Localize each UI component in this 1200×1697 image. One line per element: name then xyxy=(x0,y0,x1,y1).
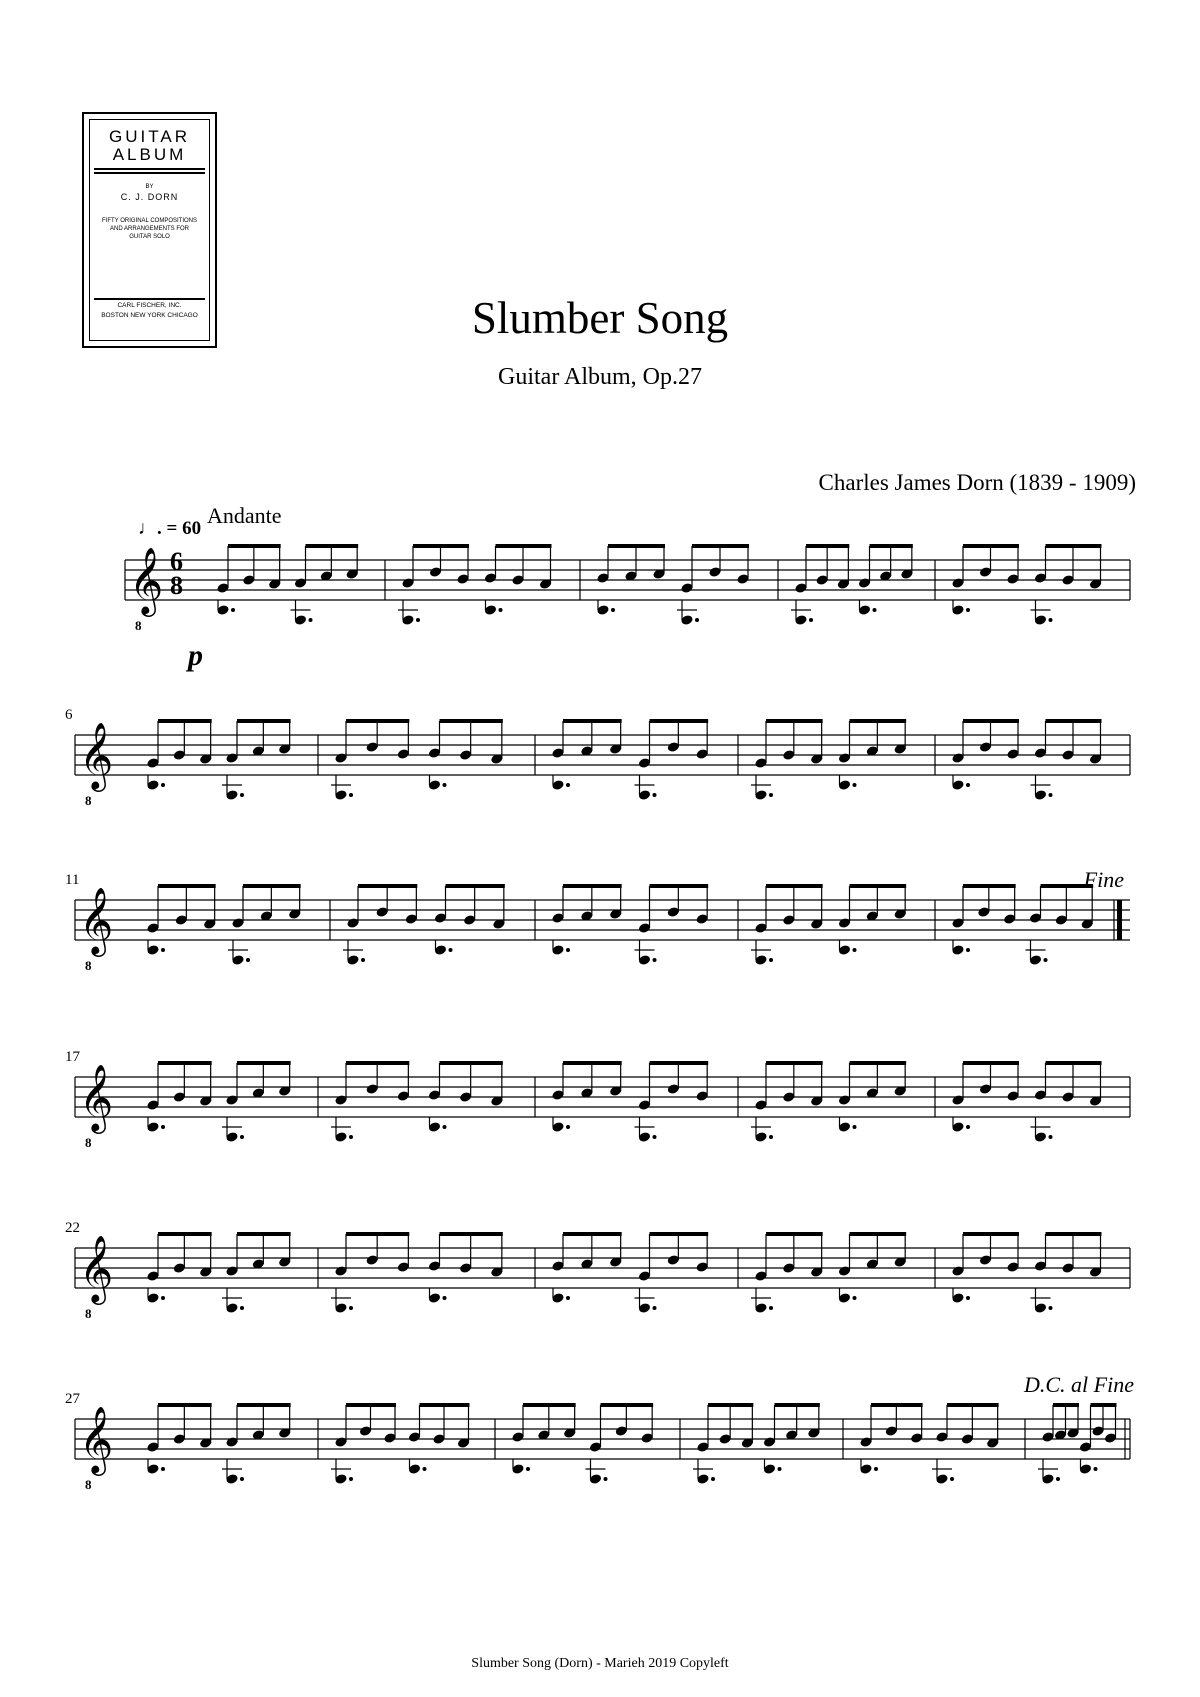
beam xyxy=(850,1061,907,1065)
beam xyxy=(963,544,1019,548)
clef-octave-mark: 8 xyxy=(85,1477,92,1492)
beam xyxy=(650,1232,709,1236)
treble-clef-icon: 𝄞 xyxy=(79,886,114,954)
dot xyxy=(499,608,503,612)
beam xyxy=(440,719,503,723)
dot xyxy=(161,1467,165,1471)
cover-cities: BOSTON NEW YORK CHICAGO xyxy=(101,312,198,319)
beam xyxy=(306,544,359,548)
dot xyxy=(950,1477,954,1481)
beam xyxy=(766,1232,823,1236)
dot xyxy=(966,1296,970,1300)
measure-number: 17 xyxy=(65,1049,80,1065)
clef-octave-mark: 8 xyxy=(85,793,92,808)
dot xyxy=(778,1467,782,1471)
tempo-text: Andante xyxy=(207,503,282,528)
cover-title-album: ALBUM xyxy=(112,145,187,164)
beam xyxy=(158,719,212,723)
beam xyxy=(1053,1403,1079,1407)
beam xyxy=(346,719,409,723)
beam xyxy=(766,719,823,723)
dot xyxy=(566,1125,570,1129)
dot xyxy=(566,783,570,787)
dot xyxy=(769,1135,773,1139)
beam xyxy=(775,1403,820,1407)
dot xyxy=(1049,1306,1053,1310)
staff-system xyxy=(65,1220,1130,1321)
beam xyxy=(708,1403,753,1407)
beam xyxy=(228,544,281,548)
staff-system xyxy=(65,1049,1130,1150)
dot xyxy=(809,618,813,622)
dot xyxy=(423,1467,427,1471)
dot xyxy=(361,958,365,962)
dot xyxy=(966,783,970,787)
dot xyxy=(611,608,615,612)
beam xyxy=(963,884,1016,888)
beam xyxy=(850,719,907,723)
dot xyxy=(566,1296,570,1300)
dot xyxy=(653,958,657,962)
beam xyxy=(563,719,622,723)
treble-clef-icon: 𝄞 xyxy=(129,546,164,614)
staff-system xyxy=(65,1391,1130,1492)
beam xyxy=(1091,1403,1117,1407)
beam xyxy=(1046,544,1102,548)
dot xyxy=(240,793,244,797)
beam xyxy=(158,1061,212,1065)
cover-author: C. J. DORN xyxy=(120,192,179,202)
clef-octave-mark: 8 xyxy=(85,958,92,973)
beam xyxy=(420,1403,470,1407)
dot xyxy=(966,608,970,612)
dot xyxy=(231,608,235,612)
dot xyxy=(874,1467,878,1471)
beam xyxy=(358,884,417,888)
beam xyxy=(608,544,665,548)
beam xyxy=(947,1403,999,1407)
beam xyxy=(963,1061,1019,1065)
dot xyxy=(853,1125,857,1129)
dot xyxy=(161,1125,165,1129)
dot xyxy=(1049,618,1053,622)
beam xyxy=(158,1403,212,1407)
dot xyxy=(349,793,353,797)
final-bar-line xyxy=(1117,900,1122,940)
dot xyxy=(161,1296,165,1300)
dot xyxy=(526,1467,530,1471)
dot xyxy=(1056,1477,1060,1481)
dot xyxy=(1044,958,1048,962)
beam xyxy=(158,884,216,888)
dot xyxy=(769,793,773,797)
cover-desc: AND ARRANGEMENTS FOR xyxy=(109,226,189,232)
dot xyxy=(604,1477,608,1481)
beam xyxy=(237,1061,291,1065)
dot xyxy=(1094,1467,1098,1471)
beam xyxy=(563,1232,622,1236)
dot xyxy=(653,1306,657,1310)
beam xyxy=(1046,1061,1102,1065)
treble-clef-icon: 𝄞 xyxy=(79,1405,114,1473)
beam xyxy=(346,1403,396,1407)
beam xyxy=(650,1061,709,1065)
cover-by: BY xyxy=(145,184,154,190)
time-signature-top: 6 xyxy=(170,547,183,576)
measure-number: 6 xyxy=(65,707,73,723)
dot xyxy=(349,1135,353,1139)
beam xyxy=(650,719,709,723)
dot xyxy=(873,608,877,612)
beam xyxy=(692,544,749,548)
beam xyxy=(440,1061,503,1065)
dot xyxy=(349,1306,353,1310)
fine-mark: Fine xyxy=(1083,867,1124,892)
footer: Slumber Song (Dorn) - Marieh 2019 Copyleft xyxy=(471,1656,729,1671)
beam xyxy=(650,884,709,888)
dot xyxy=(769,1306,773,1310)
beam xyxy=(346,1061,409,1065)
dot xyxy=(1049,793,1053,797)
dot xyxy=(711,1477,715,1481)
measure-number: 11 xyxy=(65,872,80,888)
beam xyxy=(237,1232,291,1236)
measure-number: 27 xyxy=(65,1391,80,1407)
dot xyxy=(966,948,970,952)
beam xyxy=(1046,1232,1102,1236)
beam xyxy=(850,1232,907,1236)
dot xyxy=(309,618,313,622)
beam xyxy=(850,884,907,888)
beam xyxy=(237,1403,291,1407)
dot xyxy=(240,1306,244,1310)
dot xyxy=(161,783,165,787)
beam xyxy=(237,719,291,723)
treble-clef-icon: 𝄞 xyxy=(79,1063,114,1131)
dot xyxy=(853,948,857,952)
treble-clef-icon: 𝄞 xyxy=(79,721,114,789)
beam xyxy=(563,1061,622,1065)
beam xyxy=(963,1232,1019,1236)
cover-publisher: CARL FISCHER, INC. xyxy=(117,302,182,309)
page-subtitle: Guitar Album, Op.27 xyxy=(498,364,702,390)
cover-title-guitar: GUITAR xyxy=(109,127,190,146)
dot xyxy=(449,948,453,952)
dot xyxy=(853,783,857,787)
clef-octave-mark: 8 xyxy=(85,1135,92,1150)
dc-al-fine-mark: D.C. al Fine xyxy=(1024,1372,1134,1397)
beam xyxy=(446,884,505,888)
clef-octave-mark: 8 xyxy=(135,618,142,633)
beam xyxy=(766,884,823,888)
dot xyxy=(161,948,165,952)
cover-desc: FIFTY ORIGINAL COMPOSITIONS xyxy=(101,218,197,224)
beam xyxy=(243,884,301,888)
dot xyxy=(443,783,447,787)
dot xyxy=(246,958,250,962)
dot xyxy=(769,958,773,962)
dot xyxy=(966,1125,970,1129)
dynamic-mark: p xyxy=(188,639,203,672)
dot xyxy=(443,1125,447,1129)
dot xyxy=(443,1296,447,1300)
quarter-dotted-note-icon: ♩. xyxy=(138,518,162,539)
dot xyxy=(349,1477,353,1481)
dot xyxy=(653,1135,657,1139)
page-title: Slumber Song xyxy=(471,293,729,343)
beam xyxy=(523,1403,576,1407)
beam xyxy=(806,544,849,548)
treble-clef-icon: 𝄞 xyxy=(79,1234,114,1302)
beam xyxy=(496,544,552,548)
measure-number: 22 xyxy=(65,1220,80,1236)
dot xyxy=(1049,1135,1053,1139)
beam xyxy=(563,884,622,888)
beam xyxy=(158,1232,212,1236)
dot xyxy=(240,1135,244,1139)
dot xyxy=(853,1296,857,1300)
time-signature-bottom: 8 xyxy=(170,571,183,600)
dot xyxy=(653,793,657,797)
staff-system xyxy=(125,544,1130,633)
dot xyxy=(695,618,699,622)
staff-system xyxy=(65,707,1130,808)
beam xyxy=(413,544,469,548)
cover-desc: GUITAR SOLO xyxy=(129,234,170,240)
dot xyxy=(566,948,570,952)
clef-octave-mark: 8 xyxy=(85,1306,92,1321)
beam xyxy=(440,1232,503,1236)
tempo-bpm: = 60 xyxy=(166,518,202,539)
beam xyxy=(346,1232,409,1236)
beam xyxy=(1046,719,1102,723)
dot xyxy=(416,618,420,622)
composer: Charles James Dorn (1839 - 1909) xyxy=(818,470,1136,495)
beam xyxy=(870,544,913,548)
beam xyxy=(963,719,1019,723)
beam xyxy=(601,1403,654,1407)
dot xyxy=(240,1477,244,1481)
staff-system xyxy=(65,872,1130,973)
beam xyxy=(871,1403,923,1407)
beam xyxy=(766,1061,823,1065)
